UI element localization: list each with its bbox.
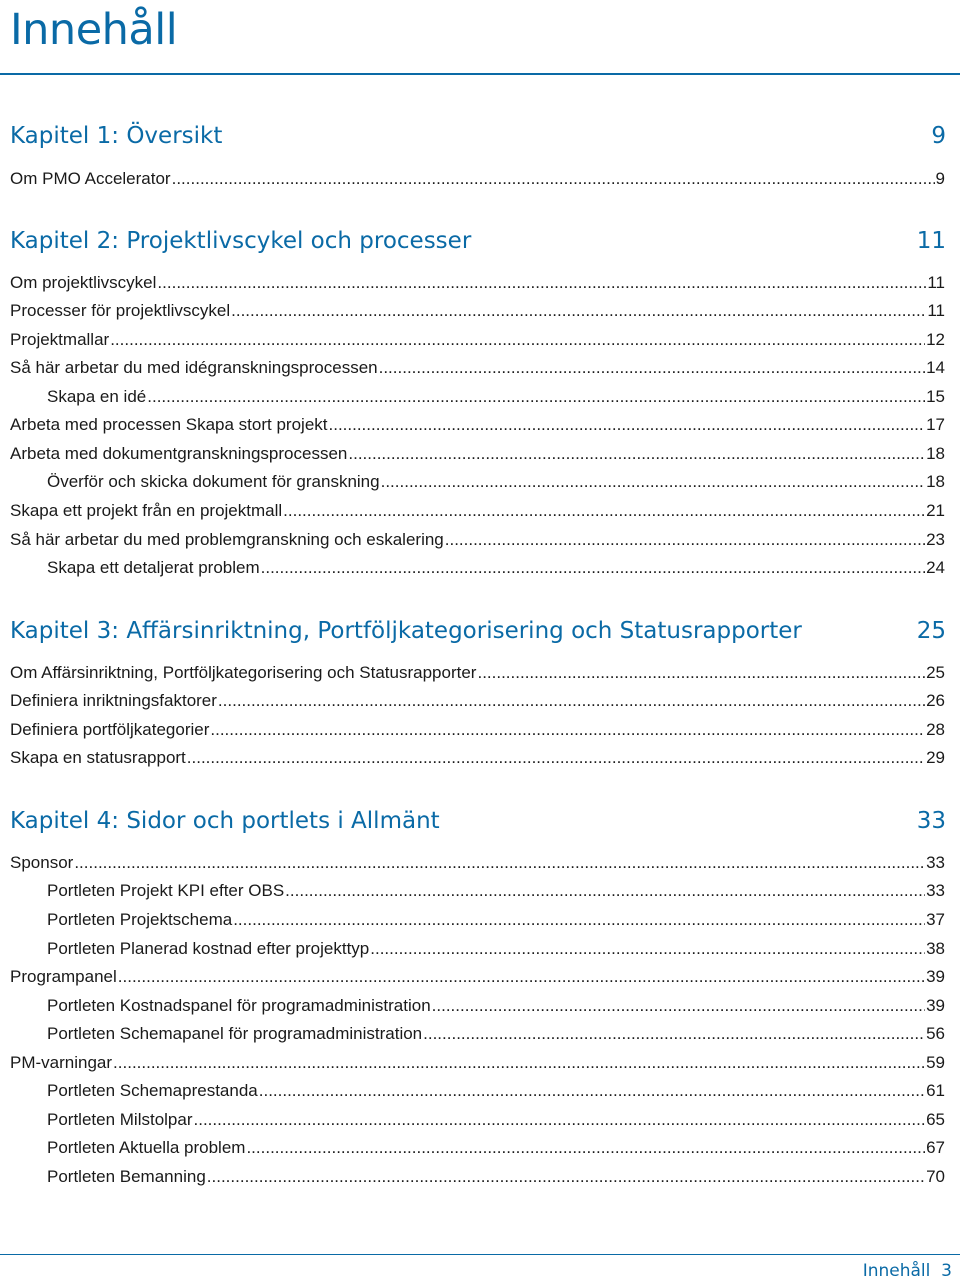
toc-entry-text: Processer för projektlivscykel bbox=[10, 301, 231, 320]
chapter-page: 11 bbox=[916, 228, 946, 254]
toc-entry-page: 24 bbox=[926, 558, 945, 577]
toc-entry-text: Portleten Milstolpar bbox=[47, 1110, 193, 1129]
toc-entry[interactable] bbox=[10, 357, 945, 379]
dot-leader bbox=[285, 880, 925, 902]
chapter-heading[interactable] bbox=[10, 226, 946, 256]
toc-entry-page: 18 bbox=[926, 472, 945, 491]
dot-leader bbox=[233, 909, 925, 931]
toc-entry-page: 33 bbox=[926, 881, 945, 900]
toc-entry-page: 37 bbox=[926, 910, 945, 929]
dot-leader bbox=[118, 966, 925, 988]
toc-entry-text: PM-varningar bbox=[10, 1053, 113, 1072]
toc-entry[interactable] bbox=[10, 662, 945, 684]
toc-entry-page: 70 bbox=[926, 1167, 945, 1186]
toc-entry-page: 15 bbox=[926, 387, 945, 406]
toc-entry-text: Så här arbetar du med idégranskningsprocessen bbox=[10, 358, 378, 377]
dot-leader bbox=[423, 1023, 925, 1045]
toc-entry[interactable] bbox=[10, 1052, 945, 1074]
toc-subentry[interactable] bbox=[47, 386, 945, 408]
toc-entry-text: Sponsor bbox=[10, 853, 74, 872]
dot-leader bbox=[261, 557, 925, 579]
toc-entry-page: 25 bbox=[926, 663, 945, 682]
toc-entry-page: 14 bbox=[926, 358, 945, 377]
toc-entry-page: 56 bbox=[926, 1024, 945, 1043]
toc-entry-text: Arbeta med dokumentgranskningsprocessen bbox=[10, 444, 348, 463]
toc-subentry[interactable] bbox=[47, 880, 945, 902]
toc-entry-page: 65 bbox=[926, 1110, 945, 1129]
toc-entry-page: 33 bbox=[926, 853, 945, 872]
dot-leader bbox=[218, 690, 925, 712]
toc-entry-text: Portleten Bemanning bbox=[47, 1167, 206, 1186]
dot-leader bbox=[329, 414, 926, 436]
footer-divider bbox=[0, 1254, 960, 1255]
toc-entry-page: 39 bbox=[926, 996, 945, 1015]
toc-entry-page: 18 bbox=[926, 444, 945, 463]
toc-entry-page: 21 bbox=[926, 501, 945, 520]
toc-entry-page: 59 bbox=[926, 1053, 945, 1072]
toc-entry-text: Skapa ett projekt från en projektmall bbox=[10, 501, 283, 520]
chapter-title: Kapitel 4: Sidor och portlets i Allmänt bbox=[10, 808, 440, 834]
toc-entry-text: Överför och skicka dokument för granskning bbox=[47, 472, 380, 491]
toc-subentry[interactable] bbox=[47, 938, 945, 960]
toc-entry-page: 28 bbox=[926, 720, 945, 739]
toc-entry-page: 11 bbox=[927, 273, 945, 292]
toc-entry-text: Portleten Kostnadspanel för programadministration bbox=[47, 996, 431, 1015]
toc-subentry[interactable] bbox=[47, 1109, 945, 1131]
toc-entry[interactable] bbox=[10, 966, 945, 988]
footer-page-number: 3 bbox=[941, 1261, 952, 1281]
dot-leader bbox=[110, 329, 925, 351]
toc-entry[interactable] bbox=[10, 747, 945, 769]
toc-entry-page: 61 bbox=[926, 1081, 945, 1100]
dot-leader bbox=[231, 300, 926, 322]
toc-entry-page: 12 bbox=[926, 330, 945, 349]
chapter-page: 9 bbox=[931, 123, 946, 149]
title-divider bbox=[0, 73, 960, 75]
toc-entry-text: Definiera portföljkategorier bbox=[10, 720, 210, 739]
dot-leader bbox=[210, 719, 925, 741]
toc-entry-text: Portleten Projektschema bbox=[47, 910, 233, 929]
toc-entry[interactable] bbox=[10, 529, 945, 551]
toc-entry[interactable] bbox=[10, 414, 945, 436]
toc-entry-text: Programpanel bbox=[10, 967, 117, 986]
dot-leader bbox=[157, 272, 926, 294]
dot-leader bbox=[147, 386, 925, 408]
toc-entry-page: 38 bbox=[926, 939, 945, 958]
toc-entry[interactable] bbox=[10, 852, 945, 874]
chapter-page: 25 bbox=[916, 618, 946, 644]
dot-leader bbox=[370, 938, 925, 960]
dot-leader bbox=[194, 1109, 926, 1131]
toc-entry[interactable] bbox=[10, 300, 945, 322]
chapter-title: Kapitel 2: Projektlivscykel och processer bbox=[10, 228, 472, 254]
toc-subentry[interactable] bbox=[47, 909, 945, 931]
dot-leader bbox=[207, 1166, 925, 1188]
dot-leader bbox=[283, 500, 925, 522]
toc-entry-text: Portleten Projekt KPI efter OBS bbox=[47, 881, 285, 900]
dot-leader bbox=[445, 529, 925, 551]
toc-subentry[interactable] bbox=[47, 1137, 945, 1159]
toc-entry-page: 67 bbox=[926, 1138, 945, 1157]
toc-entry-page: 26 bbox=[926, 691, 945, 710]
chapter-heading[interactable] bbox=[10, 616, 946, 646]
footer-label: Innehåll bbox=[862, 1261, 931, 1281]
chapter-page: 33 bbox=[916, 808, 946, 834]
dot-leader bbox=[74, 852, 925, 874]
toc-subentry[interactable] bbox=[47, 557, 945, 579]
toc-entry-page: 11 bbox=[927, 301, 945, 320]
toc-entry[interactable] bbox=[10, 719, 945, 741]
chapter-heading[interactable] bbox=[10, 806, 946, 836]
toc-entry-text: Skapa en statusrapport bbox=[10, 748, 186, 767]
toc-entry-text: Portleten Schemapanel för programadministration bbox=[47, 1024, 423, 1043]
toc-entry-text: Så här arbetar du med problemgranskning och eskalering bbox=[10, 530, 444, 549]
dot-leader bbox=[379, 357, 925, 379]
toc-entry[interactable] bbox=[10, 500, 945, 522]
toc-entry-text: Om PMO Accelerator bbox=[10, 169, 171, 188]
toc-entry-text: Skapa en idé bbox=[47, 387, 147, 406]
toc-entry-text: Arbeta med processen Skapa stort projekt bbox=[10, 415, 328, 434]
toc-entry-page: 9 bbox=[935, 169, 945, 188]
toc-entry[interactable] bbox=[10, 443, 945, 465]
toc-entry-page: 23 bbox=[926, 530, 945, 549]
dot-leader bbox=[348, 443, 925, 465]
toc-entry-page: 17 bbox=[926, 415, 945, 434]
toc-entry-text: Om Affärsinriktning, Portföljkategorisering och Statusrapporter bbox=[10, 663, 477, 682]
toc-entry-page: 29 bbox=[926, 748, 945, 767]
toc-entry-text: Portleten Schemaprestanda bbox=[47, 1081, 258, 1100]
toc-subentry[interactable] bbox=[47, 1023, 945, 1045]
dot-leader bbox=[477, 662, 925, 684]
chapter-title: Kapitel 1: Översikt bbox=[10, 123, 223, 149]
dot-leader bbox=[246, 1137, 925, 1159]
toc-entry-text: Portleten Planerad kostnad efter projekttyp bbox=[47, 939, 370, 958]
toc-entry[interactable] bbox=[10, 168, 945, 190]
toc-entry-text: Skapa ett detaljerat problem bbox=[47, 558, 260, 577]
toc-entry-text: Projektmallar bbox=[10, 330, 110, 349]
toc-entry-text: Om projektlivscykel bbox=[10, 273, 157, 292]
dot-leader bbox=[381, 471, 925, 493]
page-title: Innehåll bbox=[10, 5, 178, 55]
toc-subentry[interactable] bbox=[47, 995, 945, 1017]
page-footer bbox=[863, 1260, 952, 1282]
dot-leader bbox=[113, 1052, 925, 1074]
toc-entry-text: Definiera inriktningsfaktorer bbox=[10, 691, 217, 710]
dot-leader bbox=[432, 995, 925, 1017]
toc-entry[interactable] bbox=[10, 272, 945, 294]
toc-entry-page: 39 bbox=[926, 967, 945, 986]
chapter-title: Kapitel 3: Affärsinriktning, Portföljkategorisering och Statusrapporter bbox=[10, 618, 802, 644]
dot-leader bbox=[187, 747, 925, 769]
toc-subentry[interactable] bbox=[47, 471, 945, 493]
toc-entry-text: Portleten Aktuella problem bbox=[47, 1138, 246, 1157]
toc-entry[interactable] bbox=[10, 329, 945, 351]
dot-leader bbox=[259, 1080, 925, 1102]
toc-subentry[interactable] bbox=[47, 1166, 945, 1188]
toc-entry[interactable] bbox=[10, 690, 945, 712]
toc-subentry[interactable] bbox=[47, 1080, 945, 1102]
dot-leader bbox=[172, 168, 935, 190]
chapter-heading[interactable] bbox=[10, 121, 946, 151]
